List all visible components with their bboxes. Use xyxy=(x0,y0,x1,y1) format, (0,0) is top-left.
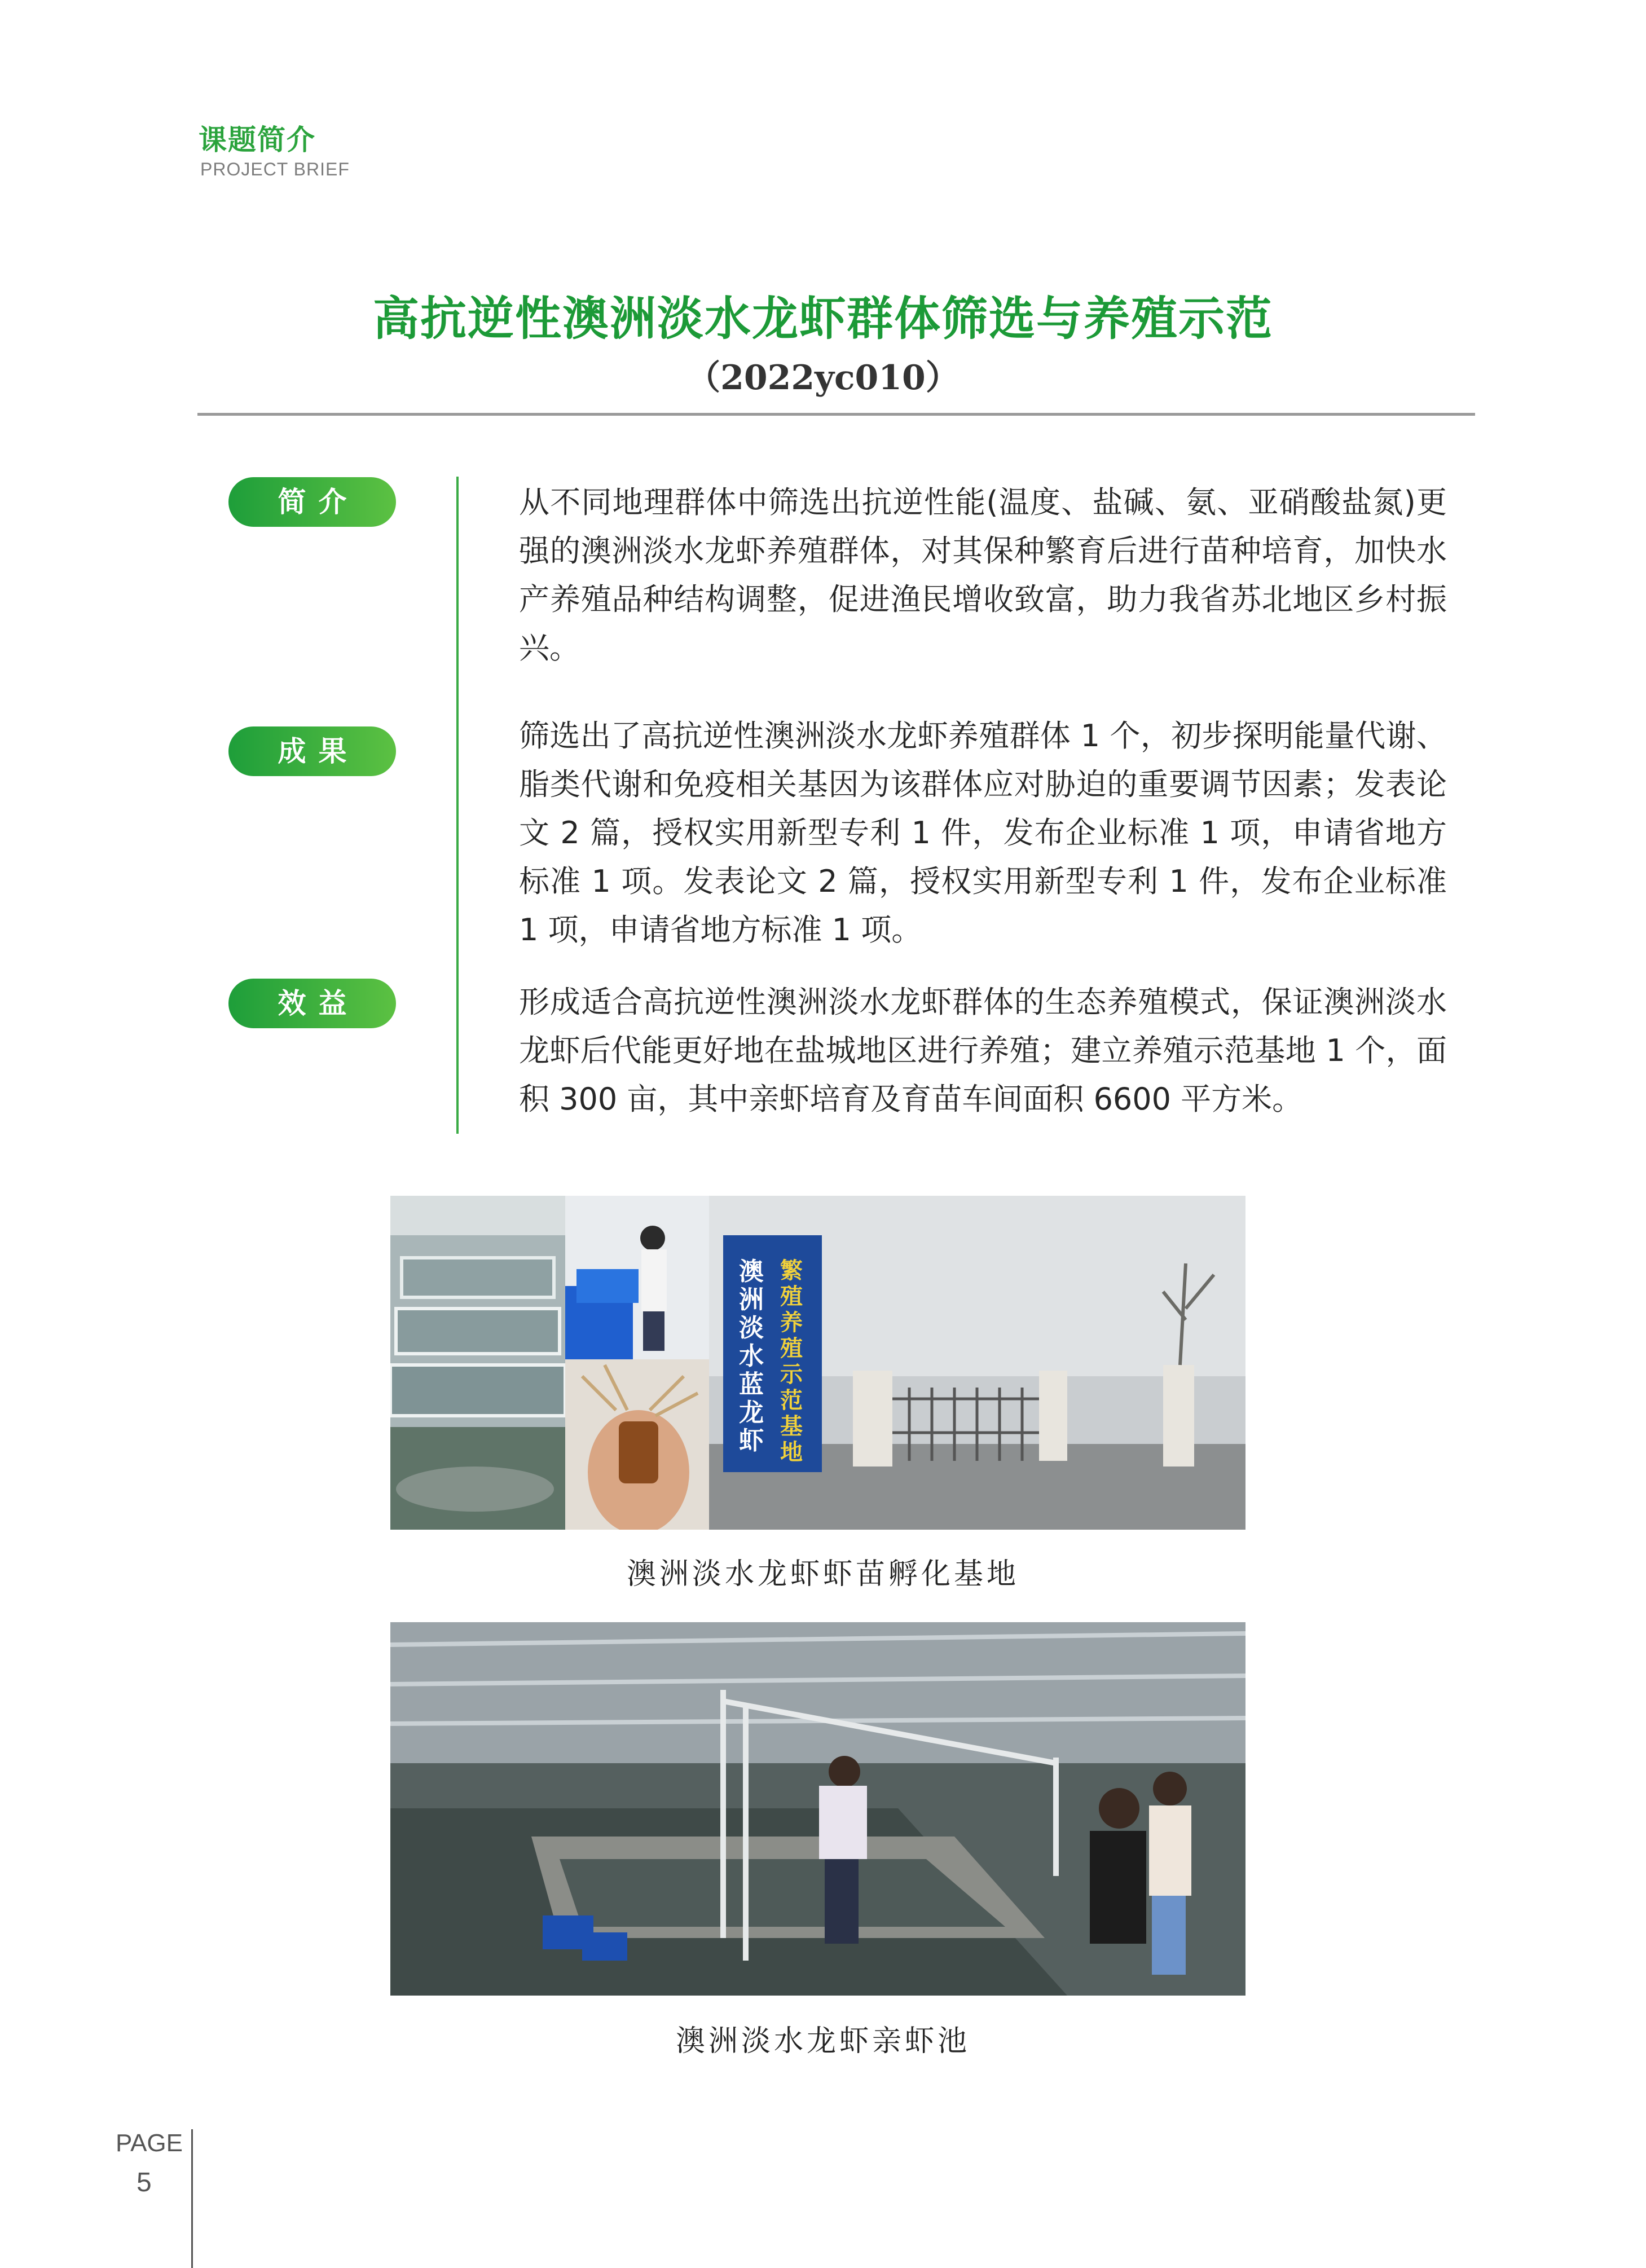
crayfish-in-hand-image xyxy=(565,1359,709,1530)
worker-with-crates-image xyxy=(565,1196,709,1359)
page-divider-line xyxy=(191,2129,193,2268)
hatchery-photo-collage xyxy=(390,1196,1245,1530)
page-label: PAGE xyxy=(116,2129,183,2157)
section-label-en: PROJECT BRIEF xyxy=(200,159,350,179)
intro-label-pill: 简介 xyxy=(228,477,396,527)
section-label: 课题简介 xyxy=(199,124,316,156)
broodstock-pond-photo xyxy=(390,1622,1245,1996)
intro-text: 从不同地理群体中筛选出抗逆性能(温度、盐碱、氨、亚硝酸盐氮)更强的澳洲淡水龙虾养殖群体，对其保种繁育后进行苗种培育，加快水产养殖品种结构调整，促进渔民增收致富，助力我省苏北地区乡村振兴。 xyxy=(519,485,1447,666)
results-text: 筛选出了高抗逆性澳洲淡水龙虾养殖群体 1 个，初步探明能量代谢、脂类代谢和免疫相关基因为该群体应对胁迫的重要调节因素；发表论文 2 篇，授权实用新型专利 1 件，发布企业标准 1 项，申请省地方标准 1 项。发表论文 2 篇，授权实用新型专利 1 件，发布企业标准 1 项，申请省地方标准 1 项。 xyxy=(519,718,1447,948)
project-title: 高抗逆性澳洲淡水龙虾群体筛选与养殖示范 xyxy=(372,292,1273,346)
sign-text-left: 澳洲淡水蓝龙虾 xyxy=(739,1257,764,1455)
results-label-pill: 成果 xyxy=(228,726,396,776)
figure-caption-2: 澳洲淡水龙虾亲虾池 xyxy=(675,2024,970,2058)
page-number: 5 xyxy=(137,2168,152,2197)
benefits-label-pill: 效益 xyxy=(228,979,396,1028)
title-divider xyxy=(197,413,1475,416)
figure-caption-1: 澳洲淡水龙虾虾苗孵化基地 xyxy=(626,1557,1019,1591)
project-code: （2022yc010） xyxy=(686,358,960,398)
hatchery-tanks-image xyxy=(390,1196,565,1530)
benefits-text: 形成适合高抗逆性澳洲淡水龙虾群体的生态养殖模式，保证澳洲淡水龙虾后代能更好地在盐城地区进行养殖；建立养殖示范基地 1 个，面积 300 亩，其中亲虾培育及育苗车间面积 6600 平方米。 xyxy=(519,984,1447,1117)
sign-text-right: 繁殖养殖示范基地 xyxy=(780,1258,803,1465)
sections-divider-line xyxy=(456,477,459,1134)
